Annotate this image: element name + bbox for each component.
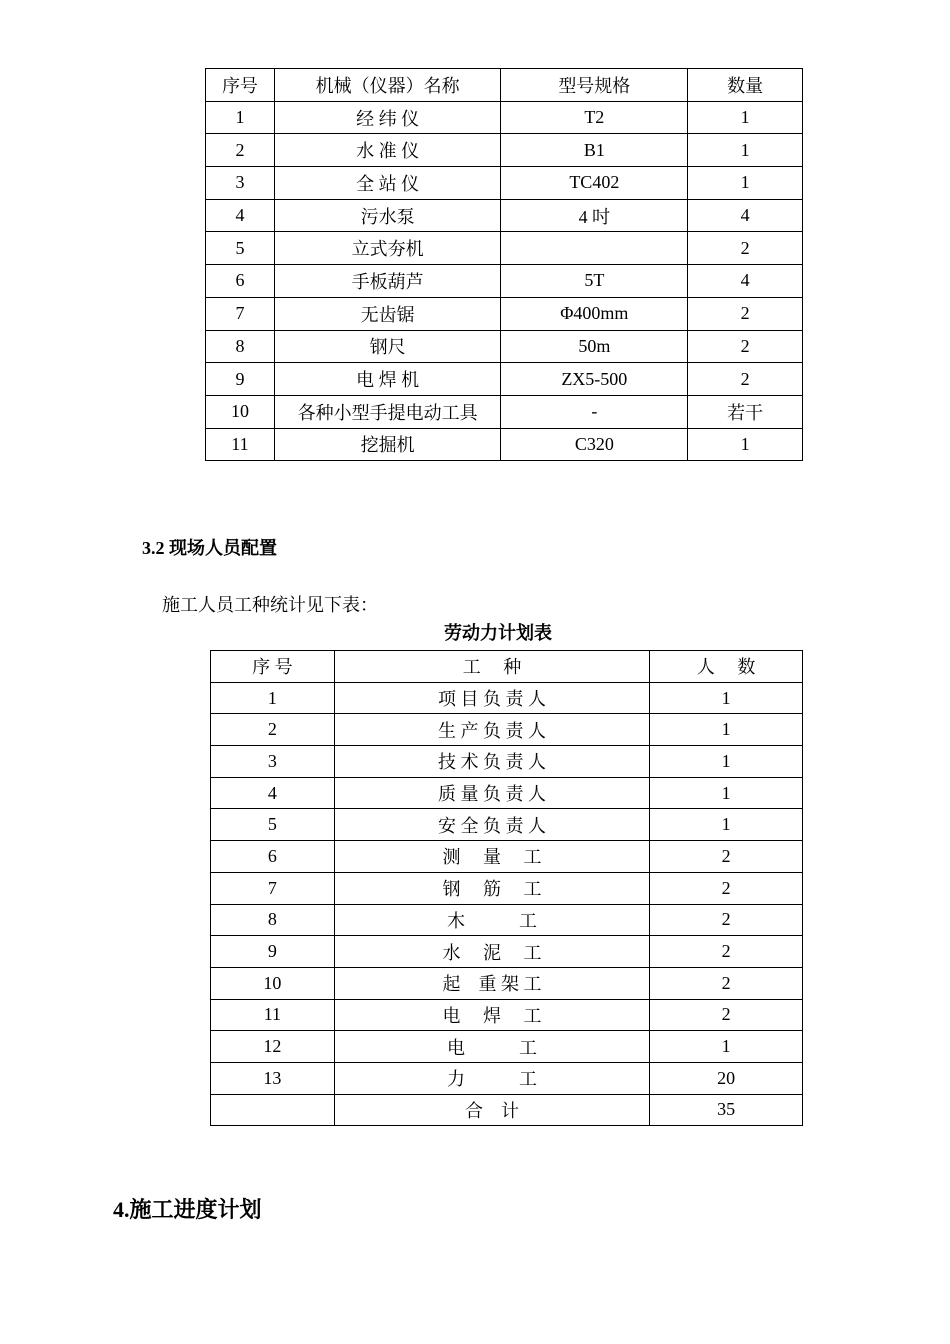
table-cell: 手板葫芦 xyxy=(274,265,501,298)
table-cell: 质 量 负 责 人 xyxy=(334,777,649,809)
table-cell: 1 xyxy=(688,167,803,200)
table-cell: 技 术 负 责 人 xyxy=(334,746,649,778)
column-header: 序 号 xyxy=(211,651,335,683)
table-cell: 2 xyxy=(688,297,803,330)
table-cell: 3 xyxy=(206,167,275,200)
table-cell: 5 xyxy=(206,232,275,265)
labor-row xyxy=(211,936,803,968)
labor-table-caption: 劳动力计划表 xyxy=(444,623,552,643)
table-cell: 安 全 负 责 人 xyxy=(334,809,649,841)
table-cell: 钢尺 xyxy=(274,330,501,363)
table-cell: 2 xyxy=(688,232,803,265)
table-cell: 项 目 负 责 人 xyxy=(334,682,649,714)
table-cell: B1 xyxy=(501,134,688,167)
table-cell: 10 xyxy=(211,967,335,999)
table-cell: 4 xyxy=(688,199,803,232)
table-cell: 5 xyxy=(211,809,335,841)
table-cell xyxy=(211,1094,335,1126)
table-cell: 4 xyxy=(688,265,803,298)
table-cell: 2 xyxy=(206,134,275,167)
equipment-table xyxy=(205,68,803,461)
table-cell: 10 xyxy=(206,395,275,428)
table-cell: 8 xyxy=(206,330,275,363)
labor-row xyxy=(211,841,803,873)
table-cell: 起 重 架 工 xyxy=(334,967,649,999)
table-cell: 木 工 xyxy=(334,904,649,936)
table-cell: 1 xyxy=(650,1031,803,1063)
table-cell: TC402 xyxy=(501,167,688,200)
table-cell: 5T xyxy=(501,265,688,298)
equipment-row xyxy=(206,199,803,232)
equipment-row xyxy=(206,232,803,265)
table-cell: 9 xyxy=(206,363,275,396)
table-cell: 1 xyxy=(650,809,803,841)
table-cell: T2 xyxy=(501,101,688,134)
table-cell: 7 xyxy=(206,297,275,330)
table-cell: 11 xyxy=(211,999,335,1031)
labor-row xyxy=(211,777,803,809)
labor-intro-text: 施工人员工种统计见下表： xyxy=(162,595,378,615)
equipment-row xyxy=(206,363,803,396)
column-header: 序号 xyxy=(206,69,275,102)
equipment-row xyxy=(206,265,803,298)
labor-row xyxy=(211,682,803,714)
table-cell: 2 xyxy=(650,872,803,904)
table-cell: 3 xyxy=(211,746,335,778)
column-header: 人 数 xyxy=(650,651,803,683)
table-cell: 1 xyxy=(688,428,803,461)
table-cell: 2 xyxy=(650,999,803,1031)
table-cell: 无齿锯 xyxy=(274,297,501,330)
equipment-row xyxy=(206,101,803,134)
table-cell: 立式夯机 xyxy=(274,232,501,265)
table-cell: 1 xyxy=(211,682,335,714)
table-cell: 挖掘机 xyxy=(274,428,501,461)
column-header: 型号规格 xyxy=(501,69,688,102)
table-cell: 生 产 负 责 人 xyxy=(334,714,649,746)
table-cell: 2 xyxy=(688,363,803,396)
table-cell: 各种小型手提电动工具 xyxy=(274,395,501,428)
table-cell: 4 xyxy=(211,777,335,809)
labor-row xyxy=(211,746,803,778)
table-cell: 全 站 仪 xyxy=(274,167,501,200)
table-cell: 钢 筋 工 xyxy=(334,872,649,904)
labor-row xyxy=(211,809,803,841)
table-cell: 6 xyxy=(211,841,335,873)
table-cell: 4 xyxy=(206,199,275,232)
table-cell: 2 xyxy=(211,714,335,746)
section-3-2-heading: 3.2 现场人员配置 xyxy=(142,538,277,558)
section-4-heading: 4.施工进度计划 xyxy=(113,1197,262,1222)
labor-header-row xyxy=(211,651,803,683)
equipment-row xyxy=(206,428,803,461)
table-cell: 2 xyxy=(650,904,803,936)
labor-plan-table xyxy=(210,650,803,1126)
labor-row xyxy=(211,904,803,936)
table-cell: Φ400mm xyxy=(501,297,688,330)
equipment-row xyxy=(206,134,803,167)
table-cell: 2 xyxy=(650,967,803,999)
labor-row xyxy=(211,872,803,904)
table-cell: 电 工 xyxy=(334,1031,649,1063)
column-header: 工 种 xyxy=(334,651,649,683)
labor-row xyxy=(211,1094,803,1126)
table-cell: 1 xyxy=(650,682,803,714)
table-cell: - xyxy=(501,395,688,428)
equipment-row xyxy=(206,395,803,428)
labor-row xyxy=(211,714,803,746)
table-cell: 1 xyxy=(206,101,275,134)
table-cell: 50m xyxy=(501,330,688,363)
table-cell: 11 xyxy=(206,428,275,461)
table-cell xyxy=(501,232,688,265)
table-cell: 水 泥 工 xyxy=(334,936,649,968)
table-cell: 合 计 xyxy=(334,1094,649,1126)
table-cell: 13 xyxy=(211,1062,335,1094)
table-cell: 污水泵 xyxy=(274,199,501,232)
table-cell: 8 xyxy=(211,904,335,936)
table-cell: ZX5-500 xyxy=(501,363,688,396)
column-header: 数量 xyxy=(688,69,803,102)
table-cell: 1 xyxy=(650,777,803,809)
labor-row xyxy=(211,999,803,1031)
column-header: 机械（仪器）名称 xyxy=(274,69,501,102)
table-cell: 1 xyxy=(650,714,803,746)
table-cell: 20 xyxy=(650,1062,803,1094)
equipment-row xyxy=(206,167,803,200)
table-cell: 6 xyxy=(206,265,275,298)
table-cell: 力 工 xyxy=(334,1062,649,1094)
table-cell: 4 吋 xyxy=(501,199,688,232)
table-cell: 电 焊 工 xyxy=(334,999,649,1031)
table-cell: 2 xyxy=(650,841,803,873)
table-cell: 经 纬 仪 xyxy=(274,101,501,134)
labor-row xyxy=(211,967,803,999)
table-cell: 电 焊 机 xyxy=(274,363,501,396)
labor-row xyxy=(211,1031,803,1063)
labor-row xyxy=(211,1062,803,1094)
table-cell: 1 xyxy=(688,134,803,167)
table-cell: C320 xyxy=(501,428,688,461)
table-cell: 9 xyxy=(211,936,335,968)
table-cell: 35 xyxy=(650,1094,803,1126)
table-cell: 若干 xyxy=(688,395,803,428)
table-cell: 2 xyxy=(688,330,803,363)
table-cell: 测 量 工 xyxy=(334,841,649,873)
table-cell: 1 xyxy=(650,746,803,778)
equipment-row xyxy=(206,330,803,363)
table-cell: 1 xyxy=(688,101,803,134)
equipment-row xyxy=(206,297,803,330)
table-cell: 水 准 仪 xyxy=(274,134,501,167)
table-cell: 12 xyxy=(211,1031,335,1063)
equipment-header-row xyxy=(206,69,803,102)
table-cell: 7 xyxy=(211,872,335,904)
table-cell: 2 xyxy=(650,936,803,968)
